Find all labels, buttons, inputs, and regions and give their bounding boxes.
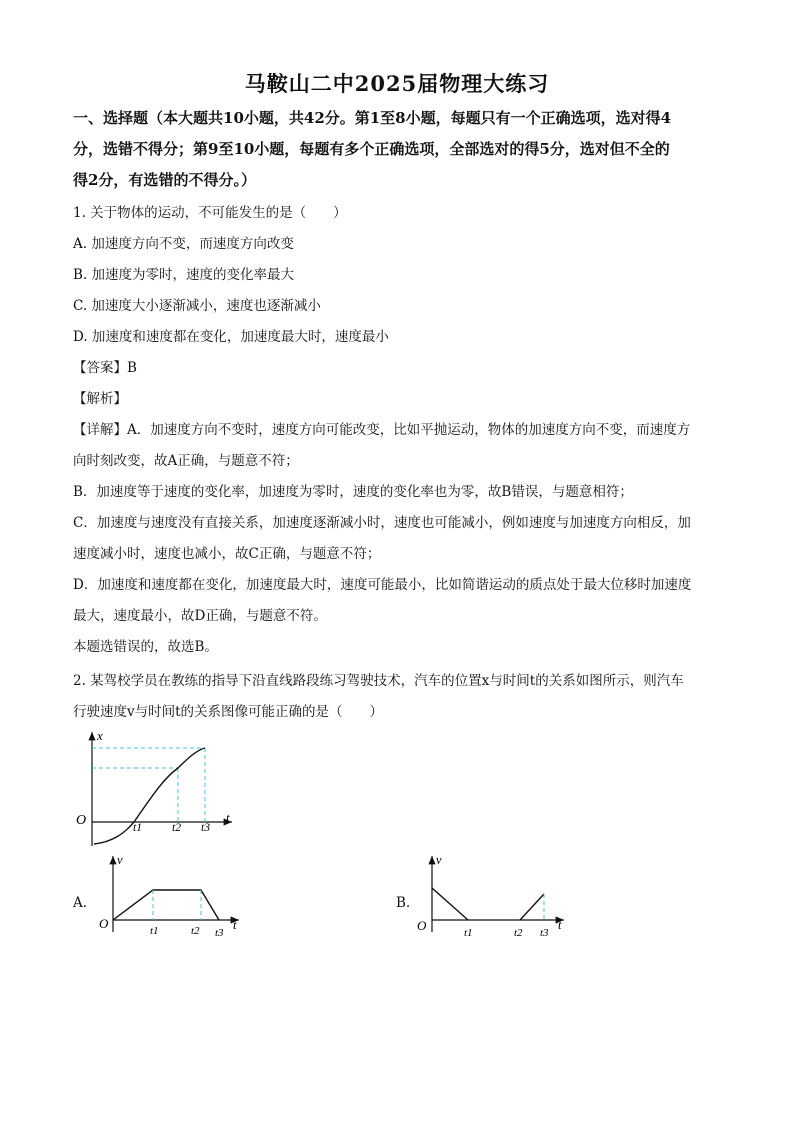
tick-t3: t3 (201, 822, 210, 834)
q1-analysis-heading: 【解析】 (73, 391, 127, 407)
q2-position-time-graph (72, 726, 242, 848)
q1-stem: 1. 关于物体的运动，不可能发生的是（ ） (73, 205, 347, 221)
q1-option-a: A. 加速度方向不变，而速度方向改变 (73, 236, 294, 252)
section-header-line-2: 分，选错不得分；第9至10小题，每题有多个正确选项，全部选对的得5分，选对但不全的 (73, 140, 670, 158)
q1-detail-line-8: 本题选错误的，故选B。 (73, 639, 218, 655)
b-tick-t2: t2 (514, 927, 523, 939)
q1-detail-line-1: 【详解】A．加速度方向不变时，速度方向可能改变，比如平抛运动，物体的加速度方向不变，而速度方 (73, 422, 691, 438)
a-velocity-line (113, 890, 219, 920)
q1-detail-line-3: B．加速度等于速度的变化率，加速度为零时，速度的变化率也为零，故B错误，与题意相符； (73, 484, 633, 500)
a-x-label: t (233, 918, 237, 932)
q1-option-d: D. 加速度和速度都在变化，加速度最大时，速度最小 (73, 329, 389, 345)
q1-detail-line-4: C．加速度与速度没有直接关系，加速度逐渐减小时，速度也可能减小，例如速度与加速度方向相反，加 (73, 515, 691, 531)
q2-stem-line-2: 行驶速度v与时间t的关系图像可能正确的是（ ） (73, 704, 384, 720)
section-header-line-3: 得2分，有选错的不得分。） (73, 171, 256, 189)
b-velocity-line-right (520, 894, 544, 920)
b-y-label: v (436, 853, 442, 867)
q1-detail-line-2: 向时刻改变，故A正确，与题意不符； (73, 453, 299, 469)
q2-option-b-label: B. (396, 895, 411, 911)
graph-x-label: t (226, 810, 230, 825)
tick-t1: t1 (133, 822, 142, 834)
q2-option-a-graph (95, 852, 255, 940)
a-y-label: v (117, 853, 123, 867)
section-header-line-1: 一、选择题（本大题共10小题，共42分。第1至8小题，每题只有一个正确选项，选对得4 (73, 109, 672, 127)
b-tick-t3: t3 (540, 927, 549, 939)
q1-option-c: C. 加速度大小逐渐减小，速度也逐渐减小 (73, 298, 321, 314)
a-origin-label: O (99, 916, 109, 931)
page-title: 马鞍山二中2025届物理大练习 (244, 71, 550, 96)
q2-option-b-graph (414, 852, 574, 940)
q2-option-a-label: A. (73, 895, 88, 911)
graph-y-label: x (97, 728, 103, 743)
q1-detail-line-6: D．加速度和速度都在变化，加速度最大时，速度可能最小，比如简谐运动的质点处于最大位移时加速度 (73, 577, 692, 593)
position-curve (94, 748, 205, 844)
b-velocity-line-left (432, 888, 468, 920)
q1-answer: 【答案】B (73, 360, 137, 376)
a-tick-t2: t2 (191, 925, 200, 937)
graph-origin-label: O (76, 813, 87, 828)
q1-detail-line-5: 速度减小时，速度也减小，故C正确，与题意不符； (73, 546, 381, 562)
b-tick-t1: t1 (464, 927, 473, 939)
tick-t2: t2 (172, 822, 181, 834)
a-tick-t1: t1 (150, 925, 159, 937)
b-origin-label: O (417, 918, 427, 933)
a-tick-t3: t3 (215, 927, 224, 939)
q1-option-b: B. 加速度为零时，速度的变化率最大 (73, 267, 295, 283)
q2-stem-line-1: 2. 某驾校学员在教练的指导下沿直线路段练习驾驶技术，汽车的位置x与时间t的关系如图所示，则汽车 (73, 673, 684, 689)
b-x-label: t (558, 918, 562, 932)
q1-detail-line-7: 最大，速度最小，故D正确，与题意不符。 (73, 608, 327, 624)
